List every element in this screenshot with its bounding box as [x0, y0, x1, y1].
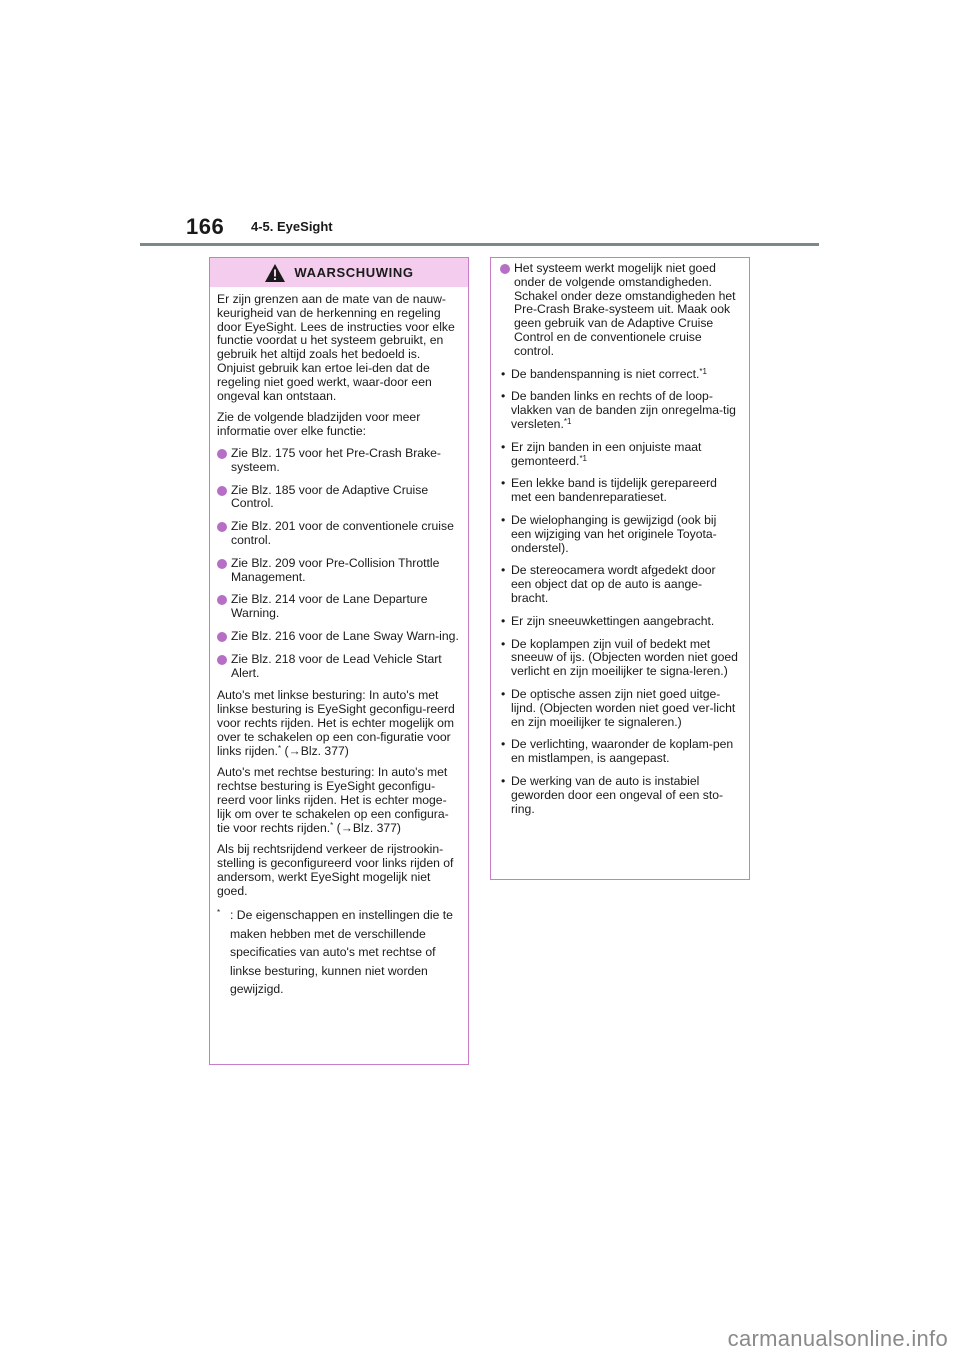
warning-title: WAARSCHUWING: [294, 264, 414, 280]
warning-body: [210, 287, 468, 999]
footnote-mark: *: [217, 908, 221, 918]
list-item: Zie Blz. 175 voor het Pre-Crash Brake-systeem.: [217, 447, 460, 475]
bullet-dot-icon: [217, 595, 227, 605]
list-item: • De optische assen zijn niet goed uitge-lijnd. (Objecten worden niet goed ver-licht en zijn moeilijker te signaleren.): [501, 686, 736, 729]
page-reference: (→Blz. 377): [336, 820, 401, 835]
list-item: • De koplampen zijn vuil of bedekt met sneeuw of ijs. (Objecten worden niet goed verlicht en zijn moeilijker te signa-leren.): [501, 636, 738, 679]
list-item: • De wielophanging is gewijzigd (ook bij een wijziging van het originele Toyota-onderstel).: [501, 512, 717, 555]
list-item: • De stereocamera wordt afgedekt door een object dat op de auto is aange-bracht.: [501, 563, 716, 605]
list-item: • Er zijn banden in een onjuiste maat gemonteerd.$^{*1}$: [501, 439, 702, 468]
asterisk-mark: *: [330, 820, 334, 830]
page-number: 166: [186, 214, 225, 239]
bullet-dot-icon: [217, 559, 227, 569]
list-item: • De werking van de auto is instabiel geworden door een ongeval of een sto-ring.: [501, 773, 724, 816]
list-item: • De bandenspanning is niet correct.$^{*1}$: [501, 366, 707, 381]
header-divider: [140, 243, 819, 246]
list-item: • Er zijn sneeuwkettingen aangebracht.: [501, 613, 715, 628]
lhd-paragraph: Auto's met linkse besturing: In auto's met linkse besturing is EyeSight geconfigu-reerd voor rechts rijden. Het is echter mogelijk om over te schakelen op een con-figuratie voor links rijden.* (→Blz. 377): [217, 688, 455, 758]
section-title: 4-5. EyeSight: [251, 219, 333, 234]
conditions-box: [490, 257, 750, 880]
list-item: Zie Blz. 185 voor de Adaptive Cruise Control.: [217, 484, 460, 512]
bullet-dot-icon: [217, 522, 227, 532]
list-item: Zie Blz. 216 voor de Lane Sway Warn-ing.: [217, 630, 460, 644]
bullet-dot-icon: [500, 264, 510, 274]
warning-header: [210, 258, 468, 287]
footnote: [217, 906, 460, 998]
list-item: Zie Blz. 209 voor Pre-Collision Throttle Management.: [217, 557, 460, 585]
bullet-dot-icon: [217, 449, 227, 459]
bullet-dot-icon: [217, 632, 227, 642]
list-item: • De verlichting, waaronder de koplam-pen en mistlampen, is aangepast.: [501, 737, 734, 766]
lane-setting-note: Als bij rechtsrijdend verkeer de rijstrookin-stelling is geconfigureerd voor links rijden of andersom, werkt EyeSight mogelijk niet goed.: [217, 842, 454, 898]
bullet-dot-icon: [217, 655, 227, 665]
list-item: • De banden links en rechts of de loop-vlakken van de banden zijn onregelma-tig versleten.$^{*1}$: [501, 389, 736, 431]
list-item: Zie Blz. 214 voor de Lane Departure Warning.: [217, 593, 460, 621]
conditions-intro: Het systeem werkt mogelijk niet goed onder de volgende omstandigheden. Schakel onder deze omstandigheden het Pre-Crash Brake-systeem uit. Maak ook geen gebruik van de Adaptive Cruise Control en de conventionele cruise control.: [500, 262, 739, 359]
footnote-text: : De eigenschappen en instellingen die te maken hebben met de verschillende specificaties van auto's met rechtse of linkse besturing, kunnen niet worden gewijzigd.: [230, 908, 453, 997]
asterisk-mark: *: [277, 743, 282, 753]
bullet-dot-icon: [217, 486, 227, 496]
warning-triangle-icon: [264, 263, 286, 283]
warning-box: [209, 257, 469, 1065]
list-item: • Een lekke band is tijdelijk gerepareerd met een bandenreparatieset.: [501, 476, 717, 505]
page-reference: (→Blz. 377): [284, 743, 349, 758]
list-item: Zie Blz. 218 voor de Lead Vehicle Start Alert.: [217, 653, 460, 681]
warning-intro: Er zijn grenzen aan de mate van de nauw-keurigheid van de herkenning en regeling door EyeSight. Lees de instructies voor elke functie voordat u het systeem gebruikt, en gebruik het altijd zoals het bedoeld is. Onjuist gebruik kan ertoe lei-den dat de regeling niet goed werkt, waar-door een ongeval kan ontstaan.: [217, 292, 455, 403]
list-item: Zie Blz. 201 voor de conventionele cruise control.: [217, 520, 460, 548]
warning-see-pages: Zie de volgende bladzijden voor meer informatie over elke functie:: [217, 410, 421, 439]
rhd-paragraph: Auto's met rechtse besturing: In auto's met rechtse besturing is EyeSight geconfigu-reerd voor links rijden. Het is echter moge-lijk om over te schakelen op een configura-tie voor rechts rijden.* (→Blz. 377): [217, 765, 449, 835]
watermark: carmanualsonline.info: [727, 1326, 948, 1351]
